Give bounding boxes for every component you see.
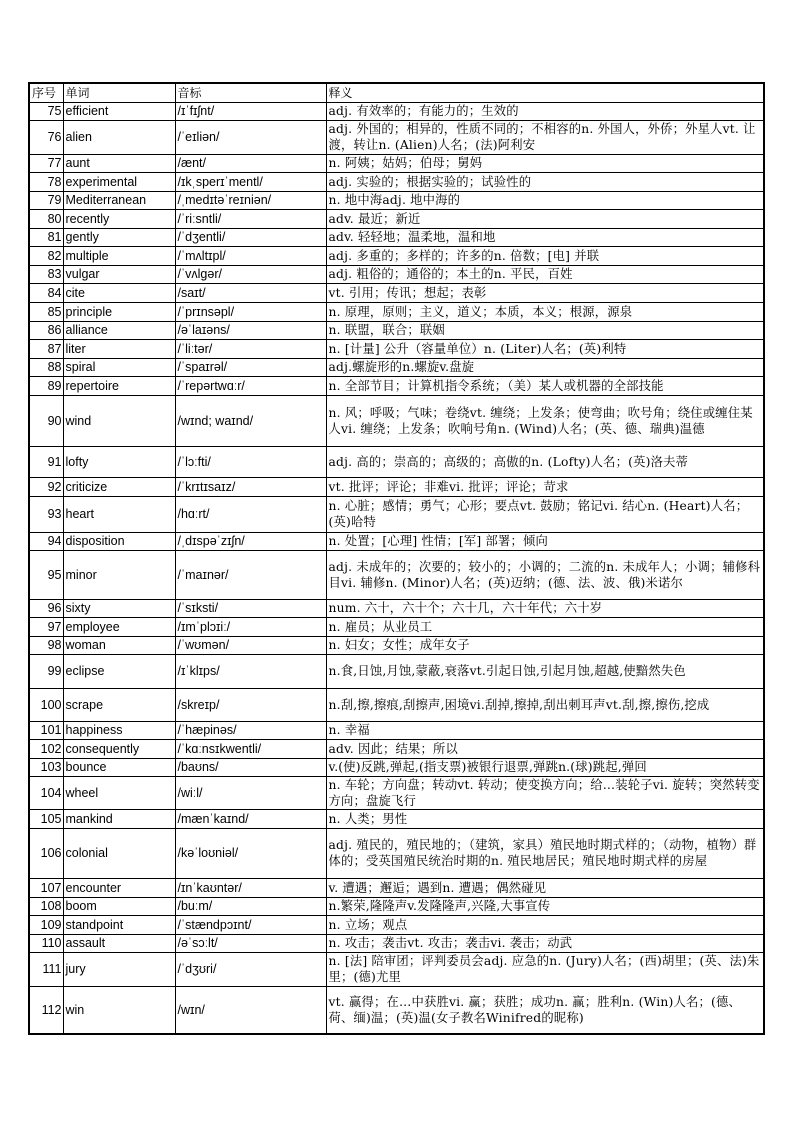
cell-word: encounter bbox=[63, 878, 175, 897]
table-body bbox=[29, 102, 764, 1034]
cell-definition: n. 风；呼吸；气味；卷绕vt. 缠绕；上发条；使弯曲；吹号角；绕住或缠住某人vi. 缠绕；上发条；吹响号角n. (Wind)人名；(英、德、瑞典)温德 bbox=[326, 395, 764, 446]
cell-word: aunt bbox=[63, 154, 175, 172]
table-row bbox=[29, 228, 764, 246]
cell-definition: n. 车轮；方向盘；转动vt. 转动；使变换方向；给…装轮子vi. 旋转；突然转变方向；盘旋飞行 bbox=[326, 776, 764, 809]
cell-definition: adj. 未成年的；次要的；较小的；小调的；二流的n. 未成年人；小调；辅修科目vi. 辅修n. (Minor)人名；(英)迈纳；(德、法、波、俄)米诺尔 bbox=[326, 550, 764, 599]
cell-phonetic: /ɪkˌsperɪˈmentl/ bbox=[175, 172, 326, 191]
cell-phonetic: /mænˈkaɪnd/ bbox=[175, 809, 326, 828]
table-row bbox=[29, 952, 764, 986]
cell-word: wind bbox=[63, 395, 175, 446]
table-row bbox=[29, 721, 764, 739]
cell-number: 96 bbox=[29, 599, 63, 617]
cell-definition: adv. 轻轻地；温柔地，温和地 bbox=[326, 228, 764, 246]
cell-number: 97 bbox=[29, 617, 63, 636]
cell-definition: v.(使)反跳,弹起,(指支票)被银行退票,弹跳n.(球)跳起,弹回 bbox=[326, 758, 764, 776]
cell-number: 99 bbox=[29, 654, 63, 688]
table-row bbox=[29, 758, 764, 776]
cell-phonetic: /ˈvʌlɡər/ bbox=[175, 265, 326, 283]
cell-word: spiral bbox=[63, 358, 175, 376]
cell-word: wheel bbox=[63, 776, 175, 809]
cell-phonetic: /buːm/ bbox=[175, 897, 326, 915]
cell-number: 91 bbox=[29, 446, 63, 477]
cell-phonetic: /ˌdɪspəˈzɪʃn/ bbox=[175, 532, 326, 550]
cell-definition: n. 心脏；感情；勇气；心形；要点vt. 鼓励；铭记vi. 结心n. (Heart)人名；(英)哈特 bbox=[326, 496, 764, 532]
cell-number: 77 bbox=[29, 154, 63, 172]
cell-word: gently bbox=[63, 228, 175, 246]
table-row bbox=[29, 617, 764, 636]
cell-phonetic: /ˈlɔːfti/ bbox=[175, 446, 326, 477]
cell-phonetic: /ˈliːtər/ bbox=[175, 339, 326, 358]
cell-definition: num. 六十，六十个；六十几，六十年代；六十岁 bbox=[326, 599, 764, 617]
table-row bbox=[29, 878, 764, 897]
cell-number: 100 bbox=[29, 688, 63, 721]
cell-number: 106 bbox=[29, 828, 63, 878]
cell-word: heart bbox=[63, 496, 175, 532]
cell-number: 101 bbox=[29, 721, 63, 739]
cell-number: 93 bbox=[29, 496, 63, 532]
header-ipa: 音标 bbox=[175, 83, 326, 102]
cell-number: 78 bbox=[29, 172, 63, 191]
cell-phonetic: /ɪˈfɪʃnt/ bbox=[175, 102, 326, 120]
cell-number: 111 bbox=[29, 952, 63, 986]
cell-word: happiness bbox=[63, 721, 175, 739]
cell-number: 80 bbox=[29, 209, 63, 228]
cell-number: 76 bbox=[29, 120, 63, 154]
cell-definition: adj. 粗俗的；通俗的；本土的n. 平民，百姓 bbox=[326, 265, 764, 283]
cell-word: cite bbox=[63, 283, 175, 302]
cell-number: 85 bbox=[29, 302, 63, 321]
cell-definition: vt. 批评；评论；非难vi. 批评；评论；苛求 bbox=[326, 477, 764, 496]
cell-phonetic: /ˈkrɪtɪsaɪz/ bbox=[175, 477, 326, 496]
cell-phonetic: /wiːl/ bbox=[175, 776, 326, 809]
cell-phonetic: /ˈmaɪnər/ bbox=[175, 550, 326, 599]
cell-phonetic: /ˈkɑːnsɪkwentli/ bbox=[175, 739, 326, 758]
cell-word: liter bbox=[63, 339, 175, 358]
table-row bbox=[29, 915, 764, 934]
table-row bbox=[29, 599, 764, 617]
cell-phonetic: /ˈsɪksti/ bbox=[175, 599, 326, 617]
cell-phonetic: /ˈeɪliən/ bbox=[175, 120, 326, 154]
cell-definition: adj. 多重的；多样的；许多的n. 倍数；[电] 并联 bbox=[326, 246, 764, 265]
cell-definition: n. 联盟，联合；联姻 bbox=[326, 321, 764, 339]
table-row bbox=[29, 246, 764, 265]
cell-number: 110 bbox=[29, 934, 63, 952]
cell-definition: adv. 最近；新近 bbox=[326, 209, 764, 228]
header-num: 序号 bbox=[29, 83, 63, 102]
cell-definition: adj.螺旋形的n.螺旋v.盘旋 bbox=[326, 358, 764, 376]
cell-phonetic: /ɪˈklɪps/ bbox=[175, 654, 326, 688]
table-row bbox=[29, 102, 764, 120]
cell-number: 107 bbox=[29, 878, 63, 897]
cell-definition: n. 全部节目；计算机指令系统；（美）某人或机器的全部技能 bbox=[326, 376, 764, 395]
cell-definition: n. [法] 陪审团；评判委员会adj. 应急的n. (Jury)人名；(西)胡里；(英、法)朱里；(德)尤里 bbox=[326, 952, 764, 986]
vocabulary-table bbox=[28, 82, 765, 1035]
cell-definition: n. 雇员；从业员工 bbox=[326, 617, 764, 636]
table-row bbox=[29, 120, 764, 154]
cell-number: 87 bbox=[29, 339, 63, 358]
table-row bbox=[29, 376, 764, 395]
cell-number: 108 bbox=[29, 897, 63, 915]
cell-definition: adj. 实验的；根据实验的；试验性的 bbox=[326, 172, 764, 191]
cell-phonetic: /ˈmʌltɪpl/ bbox=[175, 246, 326, 265]
cell-number: 102 bbox=[29, 739, 63, 758]
cell-definition: n. 原理，原则；主义，道义；本质，本义；根源，源泉 bbox=[326, 302, 764, 321]
cell-word: recently bbox=[63, 209, 175, 228]
table-row bbox=[29, 496, 764, 532]
cell-number: 95 bbox=[29, 550, 63, 599]
cell-number: 89 bbox=[29, 376, 63, 395]
cell-word: efficient bbox=[63, 102, 175, 120]
cell-number: 98 bbox=[29, 636, 63, 654]
table-row bbox=[29, 688, 764, 721]
cell-word: lofty bbox=[63, 446, 175, 477]
cell-definition: adj. 有效率的；有能力的；生效的 bbox=[326, 102, 764, 120]
cell-phonetic: /baʊns/ bbox=[175, 758, 326, 776]
cell-word: repertoire bbox=[63, 376, 175, 395]
table-row bbox=[29, 776, 764, 809]
cell-phonetic: /ˈdʒentli/ bbox=[175, 228, 326, 246]
table-row bbox=[29, 446, 764, 477]
cell-definition: n. 立场；观点 bbox=[326, 915, 764, 934]
cell-number: 84 bbox=[29, 283, 63, 302]
cell-word: minor bbox=[63, 550, 175, 599]
cell-number: 79 bbox=[29, 191, 63, 209]
cell-phonetic: /ˈstændpɔɪnt/ bbox=[175, 915, 326, 934]
cell-phonetic: /əˈlaɪəns/ bbox=[175, 321, 326, 339]
table-row bbox=[29, 321, 764, 339]
cell-word: multiple bbox=[63, 246, 175, 265]
table-row bbox=[29, 986, 764, 1034]
cell-definition: n. [计量] 公升（容量单位）n. (Liter)人名；(英)利特 bbox=[326, 339, 764, 358]
cell-number: 86 bbox=[29, 321, 63, 339]
table-header-row bbox=[29, 83, 764, 102]
cell-number: 103 bbox=[29, 758, 63, 776]
table-row bbox=[29, 395, 764, 446]
cell-word: standpoint bbox=[63, 915, 175, 934]
cell-phonetic: /ɪmˈplɔɪiː/ bbox=[175, 617, 326, 636]
cell-word: mankind bbox=[63, 809, 175, 828]
cell-phonetic: /wɪn/ bbox=[175, 986, 326, 1034]
header-definition: 释义 bbox=[326, 83, 764, 102]
table-row bbox=[29, 934, 764, 952]
cell-word: assault bbox=[63, 934, 175, 952]
cell-word: principle bbox=[63, 302, 175, 321]
cell-word: bounce bbox=[63, 758, 175, 776]
cell-phonetic: /ˈwʊmən/ bbox=[175, 636, 326, 654]
cell-definition: vt. 赢得；在…中获胜vi. 赢；获胜；成功n. 赢；胜利n. (Win)人名；(德、荷、缅)温；(英)温(女子教名Winifred的昵称) bbox=[326, 986, 764, 1034]
cell-definition: n. 幸福 bbox=[326, 721, 764, 739]
cell-word: vulgar bbox=[63, 265, 175, 283]
cell-number: 88 bbox=[29, 358, 63, 376]
cell-phonetic: /ˈspaɪrəl/ bbox=[175, 358, 326, 376]
cell-number: 92 bbox=[29, 477, 63, 496]
cell-phonetic: /ænt/ bbox=[175, 154, 326, 172]
cell-definition: vt. 引用；传讯；想起；表彰 bbox=[326, 283, 764, 302]
cell-definition: n. 地中海adj. 地中海的 bbox=[326, 191, 764, 209]
table-row bbox=[29, 209, 764, 228]
table-row bbox=[29, 532, 764, 550]
cell-phonetic: /əˈsɔːlt/ bbox=[175, 934, 326, 952]
cell-definition: adv. 因此；结果；所以 bbox=[326, 739, 764, 758]
cell-definition: adj. 高的；崇高的；高级的；高傲的n. (Lofty)人名；(英)洛夫蒂 bbox=[326, 446, 764, 477]
cell-number: 94 bbox=[29, 532, 63, 550]
cell-phonetic: /kəˈloʊniəl/ bbox=[175, 828, 326, 878]
cell-phonetic: /ˈriːsntli/ bbox=[175, 209, 326, 228]
cell-word: win bbox=[63, 986, 175, 1034]
cell-word: jury bbox=[63, 952, 175, 986]
table-row bbox=[29, 477, 764, 496]
table-row bbox=[29, 172, 764, 191]
cell-phonetic: /ˈdʒʊri/ bbox=[175, 952, 326, 986]
table-row bbox=[29, 739, 764, 758]
cell-number: 104 bbox=[29, 776, 63, 809]
cell-phonetic: /hɑːrt/ bbox=[175, 496, 326, 532]
cell-phonetic: /saɪt/ bbox=[175, 283, 326, 302]
cell-definition: n.繁荣,隆隆声v.发隆隆声,兴隆,大事宣传 bbox=[326, 897, 764, 915]
cell-phonetic: /ˈprɪnsəpl/ bbox=[175, 302, 326, 321]
cell-definition: n. 妇女；女性；成年女子 bbox=[326, 636, 764, 654]
cell-definition: v. 遭遇；邂逅；遇到n. 遭遇；偶然碰见 bbox=[326, 878, 764, 897]
cell-number: 81 bbox=[29, 228, 63, 246]
cell-word: boom bbox=[63, 897, 175, 915]
table-row bbox=[29, 550, 764, 599]
cell-number: 83 bbox=[29, 265, 63, 283]
cell-number: 109 bbox=[29, 915, 63, 934]
cell-phonetic: /ˈhæpinəs/ bbox=[175, 721, 326, 739]
cell-word: scrape bbox=[63, 688, 175, 721]
cell-number: 105 bbox=[29, 809, 63, 828]
cell-definition: n. 人类；男性 bbox=[326, 809, 764, 828]
cell-word: experimental bbox=[63, 172, 175, 191]
cell-number: 82 bbox=[29, 246, 63, 265]
table-row bbox=[29, 828, 764, 878]
table-row bbox=[29, 339, 764, 358]
table-row bbox=[29, 191, 764, 209]
cell-phonetic: /ɪnˈkaʊntər/ bbox=[175, 878, 326, 897]
table-row bbox=[29, 654, 764, 688]
cell-definition: n.刮,擦,擦痕,刮擦声,困境vi.刮掉,擦掉,刮出刺耳声vt.刮,擦,擦伤,挖成 bbox=[326, 688, 764, 721]
cell-definition: adj. 外国的；相异的，性质不同的；不相容的n. 外国人，外侨；外星人vt. 让渡，转让n. (Alien)人名；(法)阿利安 bbox=[326, 120, 764, 154]
table-row bbox=[29, 897, 764, 915]
cell-phonetic: /ˌmedɪtəˈreɪniən/ bbox=[175, 191, 326, 209]
cell-number: 75 bbox=[29, 102, 63, 120]
cell-word: sixty bbox=[63, 599, 175, 617]
cell-word: Mediterranean bbox=[63, 191, 175, 209]
cell-word: colonial bbox=[63, 828, 175, 878]
table-row bbox=[29, 302, 764, 321]
cell-word: alliance bbox=[63, 321, 175, 339]
cell-phonetic: /wɪnd; waɪnd/ bbox=[175, 395, 326, 446]
table-row bbox=[29, 809, 764, 828]
cell-definition: n. 攻击；袭击vt. 攻击；袭击vi. 袭击；动武 bbox=[326, 934, 764, 952]
cell-word: alien bbox=[63, 120, 175, 154]
cell-word: eclipse bbox=[63, 654, 175, 688]
header-word: 单词 bbox=[63, 83, 175, 102]
cell-definition: n. 处置；[心理] 性情；[军] 部署；倾向 bbox=[326, 532, 764, 550]
cell-phonetic: /ˈrepərtwɑːr/ bbox=[175, 376, 326, 395]
table-row bbox=[29, 283, 764, 302]
cell-word: criticize bbox=[63, 477, 175, 496]
table-row bbox=[29, 154, 764, 172]
cell-definition: n. 阿姨；姑妈；伯母；舅妈 bbox=[326, 154, 764, 172]
cell-word: employee bbox=[63, 617, 175, 636]
table-row bbox=[29, 265, 764, 283]
cell-word: woman bbox=[63, 636, 175, 654]
cell-definition: adj. 殖民的，殖民地的；（建筑，家具）殖民地时期式样的；（动物，植物）群体的；受英国殖民统治时期的n. 殖民地居民；殖民地时期式样的房屋 bbox=[326, 828, 764, 878]
table-row bbox=[29, 358, 764, 376]
cell-definition: n.食,日蚀,月蚀,蒙蔽,衰落vt.引起日蚀,引起月蚀,超越,使黯然失色 bbox=[326, 654, 764, 688]
cell-word: consequently bbox=[63, 739, 175, 758]
table-row bbox=[29, 636, 764, 654]
cell-number: 112 bbox=[29, 986, 63, 1034]
cell-phonetic: /skreɪp/ bbox=[175, 688, 326, 721]
cell-word: disposition bbox=[63, 532, 175, 550]
cell-number: 90 bbox=[29, 395, 63, 446]
